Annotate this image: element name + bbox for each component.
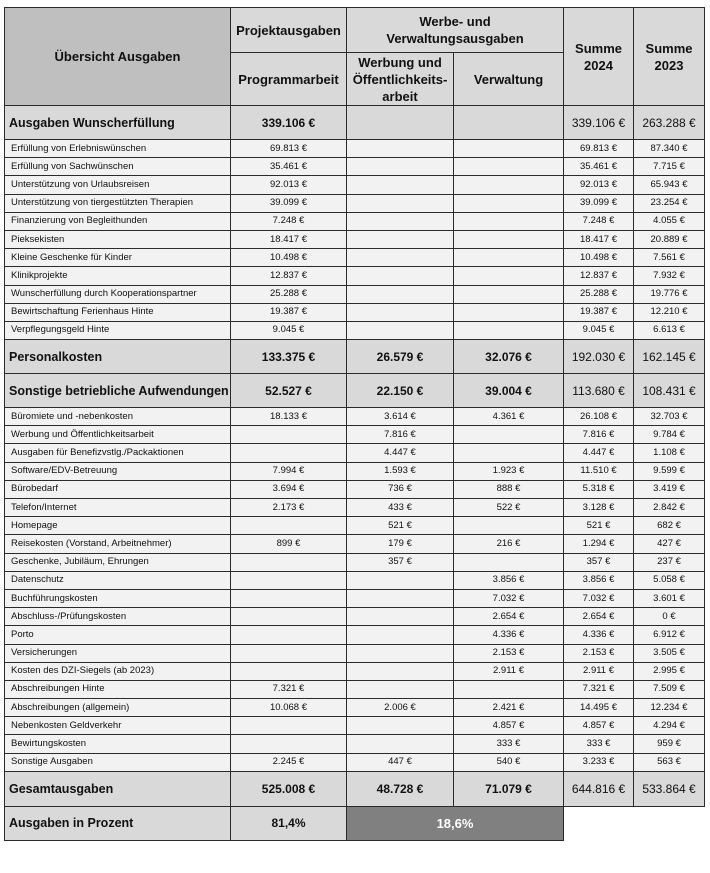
cell-admin (454, 553, 564, 571)
section-advertising: 26.579 € (347, 340, 454, 374)
cell-advertising: 736 € (347, 480, 454, 498)
cell-program (231, 553, 347, 571)
cell-sum-2024: 12.837 € (564, 267, 634, 285)
table-row (5, 553, 705, 571)
cell-sum-2024: 7.248 € (564, 212, 634, 230)
cell-sum-2023: 19.776 € (634, 285, 705, 303)
row-label: Telefon/Internet (5, 499, 231, 517)
cell-advertising: 433 € (347, 499, 454, 517)
cell-program (231, 626, 347, 644)
row-label: Buchführungskosten (5, 589, 231, 607)
cell-sum-2024: 4.447 € (564, 444, 634, 462)
cell-admin (454, 194, 564, 212)
section-program: 133.375 € (231, 340, 347, 374)
cell-advertising (347, 571, 454, 589)
total-label: Gesamtausgaben (5, 771, 231, 806)
row-label: Nebenkosten Geldverkehr (5, 717, 231, 735)
section-label: Ausgaben Wunscherfüllung (5, 106, 231, 140)
cell-admin: 522 € (454, 499, 564, 517)
cell-sum-2023: 3.601 € (634, 589, 705, 607)
row-label: Unterstützung von tiergestützten Therapien (5, 194, 231, 212)
cell-sum-2023: 12.210 € (634, 303, 705, 321)
table-row (5, 176, 705, 194)
section-sum-2024: 113.680 € (564, 374, 634, 408)
table-row (5, 462, 705, 480)
row-label: Klinikprojekte (5, 267, 231, 285)
cell-program: 3.694 € (231, 480, 347, 498)
table-row (5, 158, 705, 176)
cell-sum-2023: 427 € (634, 535, 705, 553)
header-advertising: Werbung und Öffentlichkeits-arbeit (347, 53, 454, 106)
row-label: Porto (5, 626, 231, 644)
cell-sum-2024: 7.321 € (564, 680, 634, 698)
cell-sum-2023: 6.912 € (634, 626, 705, 644)
percent-row (5, 806, 705, 840)
row-label: Software/EDV-Betreuung (5, 462, 231, 480)
cell-sum-2024: 69.813 € (564, 140, 634, 158)
section-sum-2024: 192.030 € (564, 340, 634, 374)
table-row (5, 753, 705, 771)
cell-sum-2023: 32.703 € (634, 408, 705, 426)
row-label: Verpflegungsgeld Hinte (5, 321, 231, 339)
cell-sum-2024: 11.510 € (564, 462, 634, 480)
header-sum-2024: Summe 2024 (564, 8, 634, 106)
cell-advertising (347, 267, 454, 285)
cell-advertising (347, 140, 454, 158)
cell-advertising (347, 212, 454, 230)
cell-admin (454, 303, 564, 321)
cell-advertising (347, 717, 454, 735)
cell-advertising: 179 € (347, 535, 454, 553)
table-row (5, 589, 705, 607)
table-row (5, 517, 705, 535)
cell-sum-2024: 19.387 € (564, 303, 634, 321)
cell-sum-2024: 5.318 € (564, 480, 634, 498)
cell-sum-2024: 4.857 € (564, 717, 634, 735)
cell-sum-2024: 9.045 € (564, 321, 634, 339)
table-row (5, 735, 705, 753)
cell-sum-2024: 7.816 € (564, 426, 634, 444)
total-admin: 71.079 € (454, 771, 564, 806)
table-row (5, 680, 705, 698)
expense-overview-table (4, 7, 705, 841)
cell-program (231, 444, 347, 462)
cell-admin: 333 € (454, 735, 564, 753)
cell-advertising: 521 € (347, 517, 454, 535)
cell-advertising (347, 644, 454, 662)
cell-sum-2023: 1.108 € (634, 444, 705, 462)
cell-advertising (347, 735, 454, 753)
cell-advertising (347, 626, 454, 644)
row-label: Abschreibungen Hinte (5, 680, 231, 698)
cell-admin: 7.032 € (454, 589, 564, 607)
cell-program: 39.099 € (231, 194, 347, 212)
cell-sum-2024: 3.233 € (564, 753, 634, 771)
cell-sum-2023: 12.234 € (634, 699, 705, 717)
row-label: Geschenke, Jubiläum, Ehrungen (5, 553, 231, 571)
cell-sum-2023: 3.419 € (634, 480, 705, 498)
cell-admin (454, 426, 564, 444)
cell-sum-2024: 357 € (564, 553, 634, 571)
row-label: Ausgaben für Benefizvstlg./Packaktionen (5, 444, 231, 462)
cell-sum-2024: 521 € (564, 517, 634, 535)
percent-admin-group: 18,6% (347, 806, 564, 840)
cell-admin: 2.654 € (454, 608, 564, 626)
cell-admin (454, 212, 564, 230)
row-label: Abschreibungen (allgemein) (5, 699, 231, 717)
cell-sum-2024: 3.128 € (564, 499, 634, 517)
section-advertising (347, 106, 454, 140)
cell-program: 7.321 € (231, 680, 347, 698)
cell-sum-2023: 563 € (634, 753, 705, 771)
table-row (5, 140, 705, 158)
cell-admin: 4.361 € (454, 408, 564, 426)
cell-admin (454, 321, 564, 339)
cell-sum-2024: 2.654 € (564, 608, 634, 626)
cell-admin (454, 444, 564, 462)
table-row (5, 426, 705, 444)
cell-admin (454, 680, 564, 698)
cell-program: 18.133 € (231, 408, 347, 426)
table-row (5, 194, 705, 212)
cell-program (231, 717, 347, 735)
cell-advertising (347, 303, 454, 321)
cell-program: 2.173 € (231, 499, 347, 517)
cell-sum-2023: 7.509 € (634, 680, 705, 698)
cell-sum-2023: 23.254 € (634, 194, 705, 212)
cell-program: 2.245 € (231, 753, 347, 771)
table-row (5, 303, 705, 321)
section-row (5, 374, 705, 408)
cell-advertising: 3.614 € (347, 408, 454, 426)
row-label: Wunscherfüllung durch Kooperationspartner (5, 285, 231, 303)
cell-admin: 4.336 € (454, 626, 564, 644)
row-label: Kleine Geschenke für Kinder (5, 249, 231, 267)
cell-admin: 2.421 € (454, 699, 564, 717)
cell-admin (454, 267, 564, 285)
table-row (5, 626, 705, 644)
cell-sum-2024: 2.153 € (564, 644, 634, 662)
empty-cell (564, 806, 705, 840)
table-row (5, 212, 705, 230)
section-sum-2024: 339.106 € (564, 106, 634, 140)
total-sum-2024: 644.816 € (564, 771, 634, 806)
row-label: Sonstige Ausgaben (5, 753, 231, 771)
cell-program (231, 644, 347, 662)
section-advertising: 22.150 € (347, 374, 454, 408)
cell-program: 25.288 € (231, 285, 347, 303)
cell-program: 12.837 € (231, 267, 347, 285)
cell-sum-2024: 14.495 € (564, 699, 634, 717)
cell-program: 69.813 € (231, 140, 347, 158)
cell-advertising (347, 249, 454, 267)
row-label: Versicherungen (5, 644, 231, 662)
cell-program (231, 571, 347, 589)
cell-admin: 888 € (454, 480, 564, 498)
cell-sum-2023: 65.943 € (634, 176, 705, 194)
section-admin (454, 106, 564, 140)
cell-sum-2023: 5.058 € (634, 571, 705, 589)
cell-sum-2024: 333 € (564, 735, 634, 753)
cell-program: 7.994 € (231, 462, 347, 480)
percent-project: 81,4% (231, 806, 347, 840)
row-label: Reisekosten (Vorstand, Arbeitnehmer) (5, 535, 231, 553)
cell-program (231, 589, 347, 607)
cell-admin (454, 158, 564, 176)
cell-admin: 1.923 € (454, 462, 564, 480)
table-row (5, 444, 705, 462)
cell-program: 10.068 € (231, 699, 347, 717)
cell-sum-2023: 7.561 € (634, 249, 705, 267)
cell-program: 92.013 € (231, 176, 347, 194)
row-label: Abschluss-/Prüfungskosten (5, 608, 231, 626)
table-row (5, 480, 705, 498)
cell-advertising: 357 € (347, 553, 454, 571)
row-label: Homepage (5, 517, 231, 535)
percent-label: Ausgaben in Prozent (5, 806, 231, 840)
row-label: Datenschutz (5, 571, 231, 589)
cell-sum-2024: 1.294 € (564, 535, 634, 553)
cell-sum-2023: 959 € (634, 735, 705, 753)
cell-advertising (347, 176, 454, 194)
cell-sum-2023: 0 € (634, 608, 705, 626)
cell-sum-2023: 2.842 € (634, 499, 705, 517)
cell-admin: 2.911 € (454, 662, 564, 680)
cell-program (231, 517, 347, 535)
cell-sum-2023: 9.784 € (634, 426, 705, 444)
row-label: Bewirtungskosten (5, 735, 231, 753)
table-row (5, 230, 705, 248)
row-label: Kosten des DZI-Siegels (ab 2023) (5, 662, 231, 680)
cell-advertising (347, 608, 454, 626)
table-row (5, 644, 705, 662)
cell-sum-2024: 10.498 € (564, 249, 634, 267)
cell-sum-2024: 26.108 € (564, 408, 634, 426)
cell-sum-2023: 7.932 € (634, 267, 705, 285)
row-label: Bürobedarf (5, 480, 231, 498)
section-program: 339.106 € (231, 106, 347, 140)
section-admin: 32.076 € (454, 340, 564, 374)
cell-program: 19.387 € (231, 303, 347, 321)
cell-sum-2023: 20.889 € (634, 230, 705, 248)
total-program: 525.008 € (231, 771, 347, 806)
cell-advertising: 7.816 € (347, 426, 454, 444)
cell-sum-2024: 39.099 € (564, 194, 634, 212)
cell-advertising (347, 680, 454, 698)
section-admin: 39.004 € (454, 374, 564, 408)
header-row-groups (5, 8, 705, 53)
table-row (5, 285, 705, 303)
total-advertising: 48.728 € (347, 771, 454, 806)
cell-advertising: 1.593 € (347, 462, 454, 480)
cell-sum-2023: 6.613 € (634, 321, 705, 339)
section-label: Personalkosten (5, 340, 231, 374)
cell-sum-2023: 682 € (634, 517, 705, 535)
cell-advertising (347, 321, 454, 339)
cell-program (231, 608, 347, 626)
cell-admin (454, 176, 564, 194)
cell-sum-2023: 2.995 € (634, 662, 705, 680)
header-group-admin: Werbe- und Verwaltungsausgaben (347, 8, 564, 53)
cell-admin (454, 517, 564, 535)
section-row (5, 340, 705, 374)
cell-sum-2024: 92.013 € (564, 176, 634, 194)
row-label: Erfüllung von Erlebniswünschen (5, 140, 231, 158)
cell-sum-2024: 35.461 € (564, 158, 634, 176)
cell-sum-2023: 4.055 € (634, 212, 705, 230)
cell-program: 9.045 € (231, 321, 347, 339)
cell-advertising: 4.447 € (347, 444, 454, 462)
cell-sum-2024: 7.032 € (564, 589, 634, 607)
cell-admin: 4.857 € (454, 717, 564, 735)
cell-advertising: 447 € (347, 753, 454, 771)
row-label: Erfüllung von Sachwünschen (5, 158, 231, 176)
table-row (5, 535, 705, 553)
cell-admin: 2.153 € (454, 644, 564, 662)
header-group-project: Projektausgaben (231, 8, 347, 53)
cell-advertising: 2.006 € (347, 699, 454, 717)
cell-sum-2024: 4.336 € (564, 626, 634, 644)
cell-program: 35.461 € (231, 158, 347, 176)
row-label: Werbung und Öffentlichkeitsarbeit (5, 426, 231, 444)
cell-program (231, 735, 347, 753)
cell-sum-2023: 237 € (634, 553, 705, 571)
cell-advertising (347, 662, 454, 680)
cell-sum-2023: 9.599 € (634, 462, 705, 480)
cell-admin (454, 249, 564, 267)
header-program: Programmarbeit (231, 53, 347, 106)
header-sum-2023: Summe 2023 (634, 8, 705, 106)
row-label: Finanzierung von Begleithunden (5, 212, 231, 230)
section-sum-2023: 162.145 € (634, 340, 705, 374)
section-sum-2023: 108.431 € (634, 374, 705, 408)
total-sum-2023: 533.864 € (634, 771, 705, 806)
header-admin: Verwaltung (454, 53, 564, 106)
cell-admin (454, 140, 564, 158)
table-row (5, 249, 705, 267)
table-row (5, 608, 705, 626)
cell-admin: 216 € (454, 535, 564, 553)
cell-program (231, 662, 347, 680)
row-label: Bewirtschaftung Ferienhaus Hinte (5, 303, 231, 321)
row-label: Pieksekisten (5, 230, 231, 248)
section-sum-2023: 263.288 € (634, 106, 705, 140)
cell-program: 18.417 € (231, 230, 347, 248)
cell-admin: 540 € (454, 753, 564, 771)
cell-sum-2023: 7.715 € (634, 158, 705, 176)
cell-advertising (347, 194, 454, 212)
table-row (5, 499, 705, 517)
row-label: Unterstützung von Urlaubsreisen (5, 176, 231, 194)
table-row (5, 699, 705, 717)
cell-sum-2024: 2.911 € (564, 662, 634, 680)
section-label: Sonstige betriebliche Aufwendungen (5, 374, 231, 408)
table-row (5, 717, 705, 735)
cell-sum-2024: 18.417 € (564, 230, 634, 248)
cell-program (231, 426, 347, 444)
cell-sum-2023: 4.294 € (634, 717, 705, 735)
cell-sum-2024: 25.288 € (564, 285, 634, 303)
section-program: 52.527 € (231, 374, 347, 408)
section-row (5, 106, 705, 140)
cell-program: 10.498 € (231, 249, 347, 267)
cell-admin (454, 285, 564, 303)
cell-advertising (347, 158, 454, 176)
table-row (5, 321, 705, 339)
cell-program: 7.248 € (231, 212, 347, 230)
cell-admin (454, 230, 564, 248)
cell-sum-2024: 3.856 € (564, 571, 634, 589)
cell-advertising (347, 230, 454, 248)
cell-sum-2023: 3.505 € (634, 644, 705, 662)
cell-advertising (347, 589, 454, 607)
total-row (5, 771, 705, 806)
row-label: Büromiete und -nebenkosten (5, 408, 231, 426)
table-row (5, 662, 705, 680)
table-row (5, 267, 705, 285)
table-title: Übersicht Ausgaben (5, 8, 231, 106)
cell-sum-2023: 87.340 € (634, 140, 705, 158)
table-row (5, 571, 705, 589)
cell-program: 899 € (231, 535, 347, 553)
cell-admin: 3.856 € (454, 571, 564, 589)
table-row (5, 408, 705, 426)
cell-advertising (347, 285, 454, 303)
